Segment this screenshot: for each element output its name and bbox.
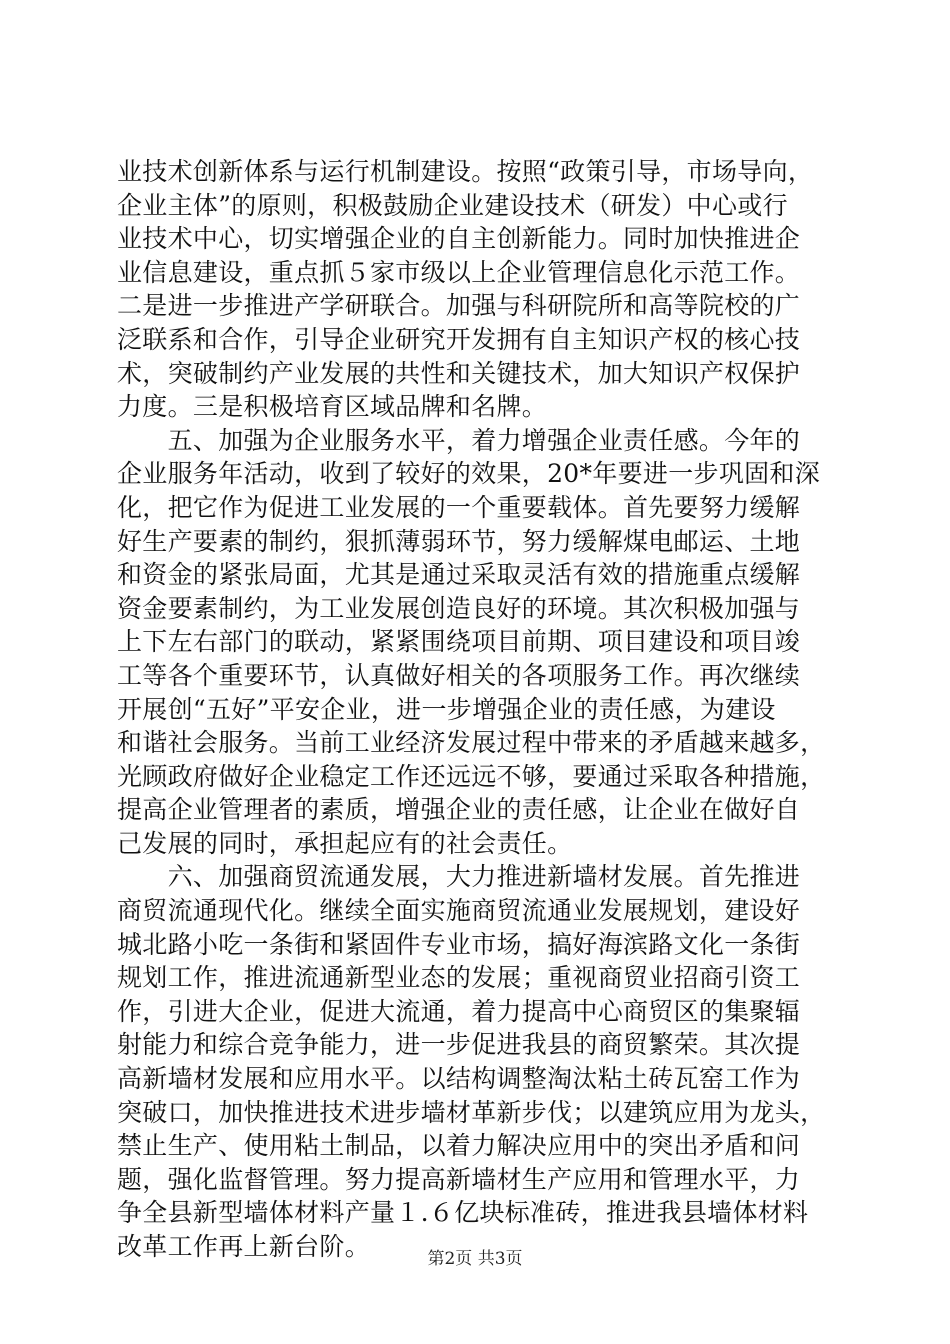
text-line: 术，突破制约产业发展的共性和关键技术，加大知识产权保护 [117, 358, 801, 388]
page-number: 第2页 共3页 [427, 1249, 523, 1269]
text-line: 突破口，加快推进技术进步墙材革新步伐；以建筑应用为龙头， [117, 1097, 826, 1127]
text-line: 业信息建设，重点抓５家市级以上企业管理信息化示范工作。 [117, 257, 801, 287]
text-line: 泛联系和合作，引导企业研究开发拥有自主知识产权的核心技 [117, 324, 801, 354]
text-line: 城北路小吃一条街和紧固件专业市场，搞好海滨路文化一条街 [117, 929, 801, 959]
text-line: 上下左右部门的联动，紧紧围绕项目前期、项目建设和项目竣 [117, 627, 801, 657]
text-line: 和谐社会服务。当前工业经济发展过程中带来的矛盾越来越多， [117, 728, 826, 758]
text-line: 高新墙材发展和应用水平。以结构调整淘汰粘土砖瓦窑工作为 [117, 1064, 801, 1094]
text-line: 己发展的同时，承担起应有的社会责任。 [117, 828, 573, 858]
text-line: 商贸流通现代化。继续全面实施商贸流通业发展规划，建设好 [117, 896, 801, 926]
body-text [117, 155, 847, 1264]
text-line: 力度。三是积极培育区域品牌和名牌。 [117, 392, 548, 422]
text-line: 五、加强为企业服务水平，着力增强企业责任感。今年的 [117, 425, 801, 455]
text-line: 和资金的紧张局面，尤其是通过采取灵活有效的措施重点缓解 [117, 560, 801, 590]
text-line: 题，强化监督管理。努力提高新墙材生产应用和管理水平，力 [117, 1164, 801, 1194]
text-line: 争全县新型墙体材料产量１.６亿块标准砖，推进我县墙体材料 [117, 1198, 809, 1228]
text-line: 射能力和综合竞争能力，进一步促进我县的商贸繁荣。其次提 [117, 1030, 801, 1060]
text-line: 业技术创新体系与运行机制建设。按照“政策引导，市场导向， [117, 157, 814, 186]
text-line: 二是进一步推进产学研联合。加强与科研院所和高等院校的广 [117, 291, 801, 321]
text-line: 工等各个重要环节，认真做好相关的各项服务工作。再次继续 [117, 660, 801, 690]
text-line: 作，引进大企业，促进大流通，着力提高中心商贸区的集聚辐 [117, 996, 801, 1026]
text-line: 好生产要素的制约，狠抓薄弱环节，努力缓解煤电邮运、土地 [117, 526, 801, 556]
text-line: 化，把它作为促进工业发展的一个重要载体。首先要努力缓解 [117, 492, 801, 522]
text-line: 禁止生产、使用粘土制品，以着力解决应用中的突出矛盾和问 [117, 1131, 801, 1161]
text-line: 光顾政府做好企业稳定工作还远远不够，要通过采取各种措施， [117, 761, 826, 791]
text-line: 企业主体”的原则，积极鼓励企业建设技术（研发）中心或行 [117, 190, 788, 220]
text-line: 开展创“五好”平安企业，进一步增强企业的责任感，为建设 [117, 694, 776, 724]
text-line: 规划工作，推进流通新型业态的发展；重视商贸业招商引资工 [117, 963, 801, 993]
text-line: 业技术中心，切实增强企业的自主创新能力。同时加快推进企 [117, 224, 801, 254]
text-line: 资金要素制约，为工业发展创造良好的环境。其次积极加强与 [117, 593, 801, 623]
text-line: 企业服务年活动，收到了较好的效果，20*年要进一步巩固和深 [117, 459, 821, 489]
text-line: 六、加强商贸流通发展，大力推进新墙材发展。首先推进 [117, 862, 801, 892]
text-line: 改革工作再上新台阶。 [117, 1232, 371, 1261]
page-footer [0, 1244, 950, 1269]
text-line: 提高企业管理者的素质，增强企业的责任感，让企业在做好自 [117, 795, 801, 825]
